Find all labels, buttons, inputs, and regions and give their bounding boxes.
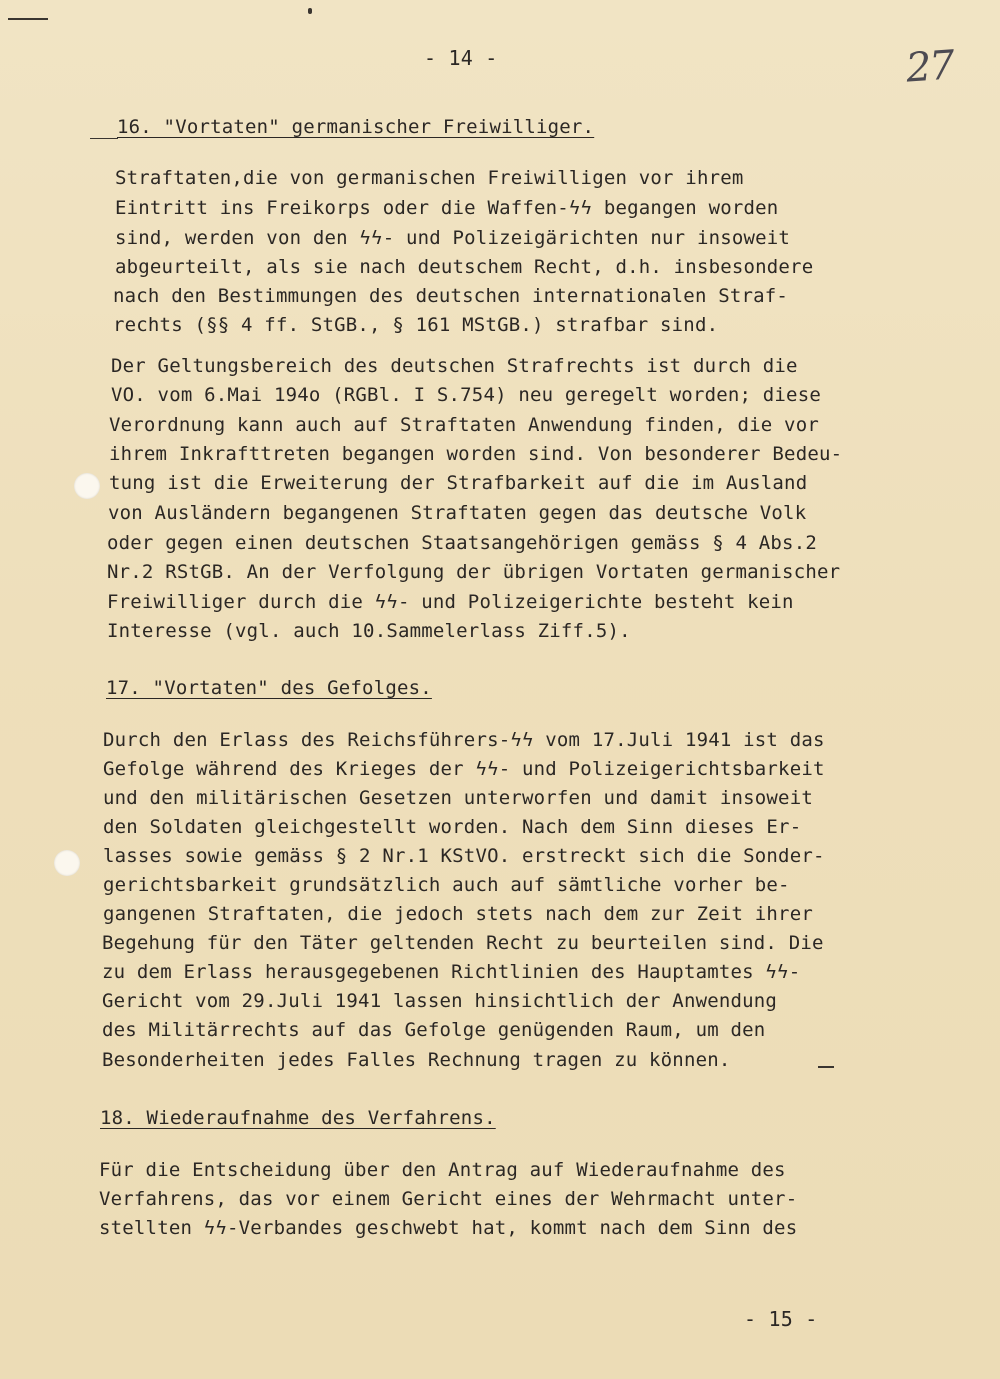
page-number: - 14 - — [424, 46, 498, 70]
section-heading-18: 18. Wiederaufnahme des Verfahrens. — [100, 1107, 496, 1129]
corner-rule-mark — [8, 18, 48, 20]
handwritten-folio-number: 27 — [904, 42, 955, 92]
text-line: Für die Entscheidung über den Antrag auf Wiederaufnahme des — [99, 1159, 786, 1181]
text-line: von Ausländern begangenen Straftaten gegen das deutsche Volk — [108, 502, 807, 524]
punch-hole-lower — [54, 850, 80, 876]
text-line: Verfahrens, das vor einem Gericht eines der Wehrmacht unter- — [99, 1188, 798, 1210]
text-line: Nr.2 RStGB. An der Verfolgung der übrigen Vortaten germanischer — [107, 561, 841, 583]
text-line: sind, werden von den ϟϟ- und Polizeigärichten nur insoweit — [115, 227, 791, 249]
text-line: Eintritt ins Freikorps oder die Waffen-ϟϟ begangen worden — [115, 197, 779, 219]
top-dot-mark — [308, 8, 312, 14]
punch-hole-upper — [74, 473, 100, 499]
heading-rule-16 — [90, 138, 118, 139]
text-line: des Militärrechts auf das Gefolge genügenden Raum, um den — [102, 1019, 766, 1041]
text-line: Straftaten,die von germanischen Freiwilligen vor ihrem — [115, 167, 744, 189]
text-line: Gericht vom 29.Juli 1941 lassen hinsichtlich der Anwendung — [102, 990, 778, 1012]
text-line: und den militärischen Gesetzen unterworfen und damit insoweit — [103, 787, 813, 809]
text-line: stellten ϟϟ-Verbandes geschwebt hat, kommt nach dem Sinn des — [99, 1217, 798, 1239]
text-line: rechts (§§ 4 ff. StGB., § 161 MStGB.) strafbar sind. — [113, 314, 719, 336]
text-line: Gefolge während des Krieges der ϟϟ- und Polizeigerichtsbarkeit — [103, 758, 825, 780]
text-line: Freiwilliger durch die ϟϟ- und Polizeigerichte besteht kein — [107, 591, 794, 613]
text-line: zu dem Erlass herausgegebenen Richtlinien des Hauptamtes ϟϟ- — [102, 961, 801, 983]
text-line: oder gegen einen deutschen Staatsangehörigen gemäss § 4 Abs.2 — [107, 532, 817, 554]
text-line: VO. vom 6.Mai 194o (RGBl. I S.754) neu geregelt worden; diese — [111, 384, 821, 406]
text-line: gerichtsbarkeit grundsätzlich auch auf sämtliche vorher be- — [103, 874, 790, 896]
text-line: Durch den Erlass des Reichsführers-ϟϟ vom 17.Juli 1941 ist das — [103, 729, 825, 751]
text-line: Begehung für den Täter geltenden Recht zu beurteilen sind. Die — [102, 932, 824, 954]
next-page-indicator: - 15 - — [744, 1307, 818, 1331]
text-line: Der Geltungsbereich des deutschen Strafrechts ist durch die — [111, 355, 798, 377]
text-line: ihrem Inkrafttreten begangen worden sind. Von besonderer Bedeu- — [109, 443, 843, 465]
text-line: nach den Bestimmungen des deutschen internationalen Straf- — [113, 285, 789, 307]
end-dash-mark — [818, 1066, 834, 1068]
text-line: lasses sowie gemäss § 2 Nr.1 KStVO. erstreckt sich die Sonder- — [103, 845, 825, 867]
text-line: abgeurteilt, als sie nach deutschem Recht, d.h. insbesondere — [115, 256, 814, 278]
text-line: gangenen Straftaten, die jedoch stets nach dem zur Zeit ihrer — [103, 903, 813, 925]
text-line: Interesse (vgl. auch 10.Sammelerlass Ziff.5). — [107, 620, 631, 642]
text-line: Verordnung kann auch auf Straftaten Anwendung finden, die vor — [109, 414, 819, 436]
section-heading-17: 17. "Vortaten" des Gefolges. — [106, 677, 432, 699]
text-line: den Soldaten gleichgestellt worden. Nach dem Sinn dieses Er- — [103, 816, 802, 838]
text-line: tung ist die Erweiterung der Strafbarkeit auf die im Ausland — [109, 472, 808, 494]
section-heading-16: 16. "Vortaten" germanischer Freiwilliger. — [117, 116, 595, 138]
text-line: Besonderheiten jedes Falles Rechnung tragen zu können. — [102, 1049, 731, 1071]
